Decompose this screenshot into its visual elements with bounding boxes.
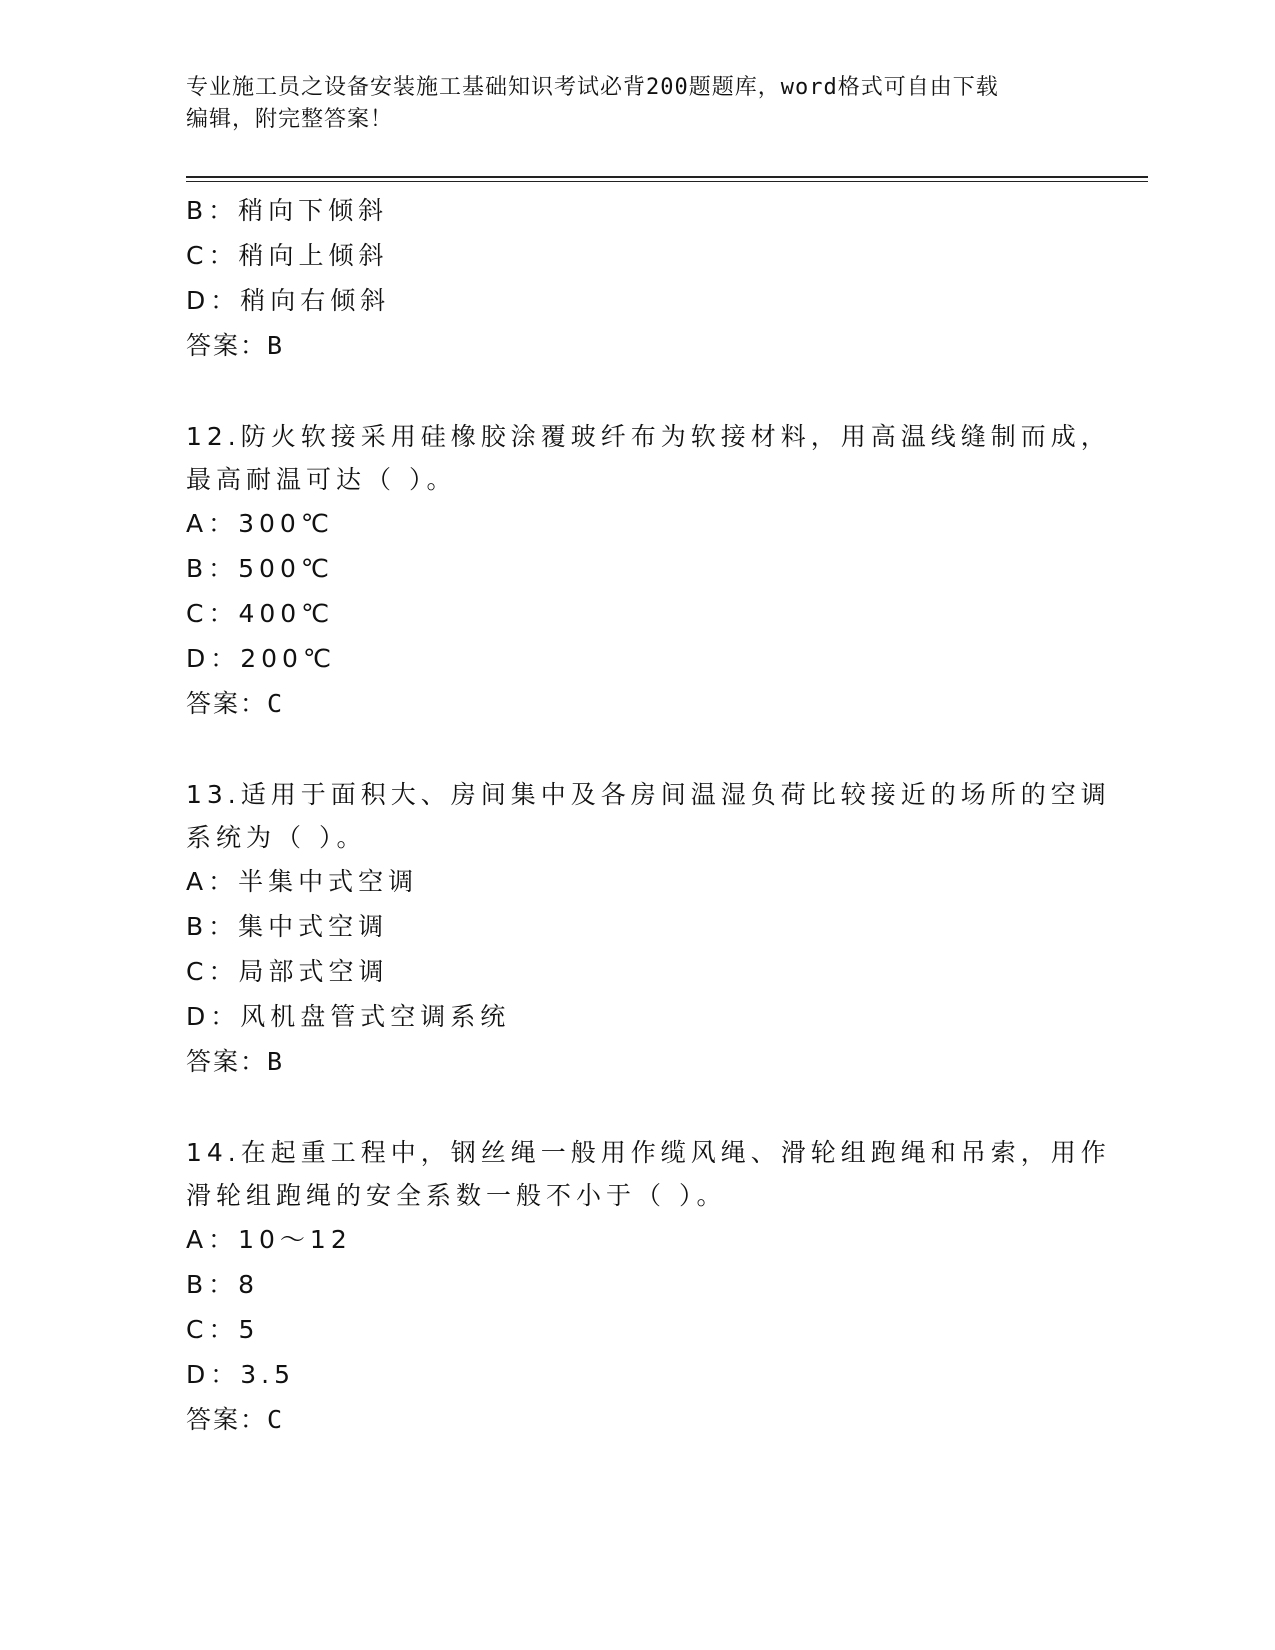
option-d: D：3.5 — [186, 1360, 296, 1389]
answer-line: 答案：B — [186, 331, 285, 360]
option-c: C：5 — [186, 1315, 260, 1344]
option-b: B：500℃ — [186, 554, 334, 583]
answer-line: 答案：C — [186, 1405, 285, 1434]
option-a: A：10～12 — [186, 1225, 352, 1254]
question-text-line-2: 最高耐温可达（ ）。 — [186, 465, 457, 494]
answer-line: 答案：B — [186, 1047, 285, 1076]
option-d: D：风机盘管式空调系统 — [186, 1002, 511, 1031]
question-block-13 — [186, 773, 1111, 1084]
question-text-line-2: 系统为（ ）。 — [186, 823, 367, 852]
option-b: B：集中式空调 — [186, 912, 389, 941]
question-block-14 — [186, 1131, 1111, 1442]
option-d: D：200℃ — [186, 644, 337, 673]
question-spacer — [186, 368, 1086, 415]
question-text-line-1: 13.适用于面积大、房间集中及各房间温湿负荷比较接近的场所的空调 — [186, 780, 1111, 809]
answer-line: 答案：C — [186, 689, 285, 718]
header-divider-thin — [186, 181, 1148, 182]
option-c: C：局部式空调 — [186, 957, 389, 986]
question-text-line-1: 14.在起重工程中，钢丝绳一般用作缆风绳、滑轮组跑绳和吊索，用作 — [186, 1138, 1111, 1167]
option-c: C：稍向上倾斜 — [186, 241, 389, 270]
question-block-12 — [186, 415, 1111, 726]
document-header — [186, 72, 1066, 136]
header-line-1: 专业施工员之设备安装施工基础知识考试必背200题题库，word格式可自由下载 — [186, 75, 999, 100]
option-c: C：400℃ — [186, 599, 335, 628]
question-block-11 — [186, 188, 1086, 368]
question-spacer — [186, 726, 1086, 773]
header-line-2: 编辑，附完整答案！ — [186, 107, 394, 132]
question-text-line-2: 滑轮组跑绳的安全系数一般不小于（ ）。 — [186, 1181, 727, 1210]
option-b: B：稍向下倾斜 — [186, 196, 389, 225]
option-a: A：300℃ — [186, 509, 334, 538]
option-d: D：稍向右倾斜 — [186, 286, 391, 315]
option-b: B：8 — [186, 1270, 260, 1299]
question-list — [186, 188, 1111, 1442]
question-spacer — [186, 1084, 1086, 1131]
option-a: A：半集中式空调 — [186, 867, 419, 896]
question-text-line-1: 12.防火软接采用硅橡胶涂覆玻纤布为软接材料，用高温线缝制而成， — [186, 422, 1111, 451]
header-divider-thick — [186, 176, 1148, 178]
